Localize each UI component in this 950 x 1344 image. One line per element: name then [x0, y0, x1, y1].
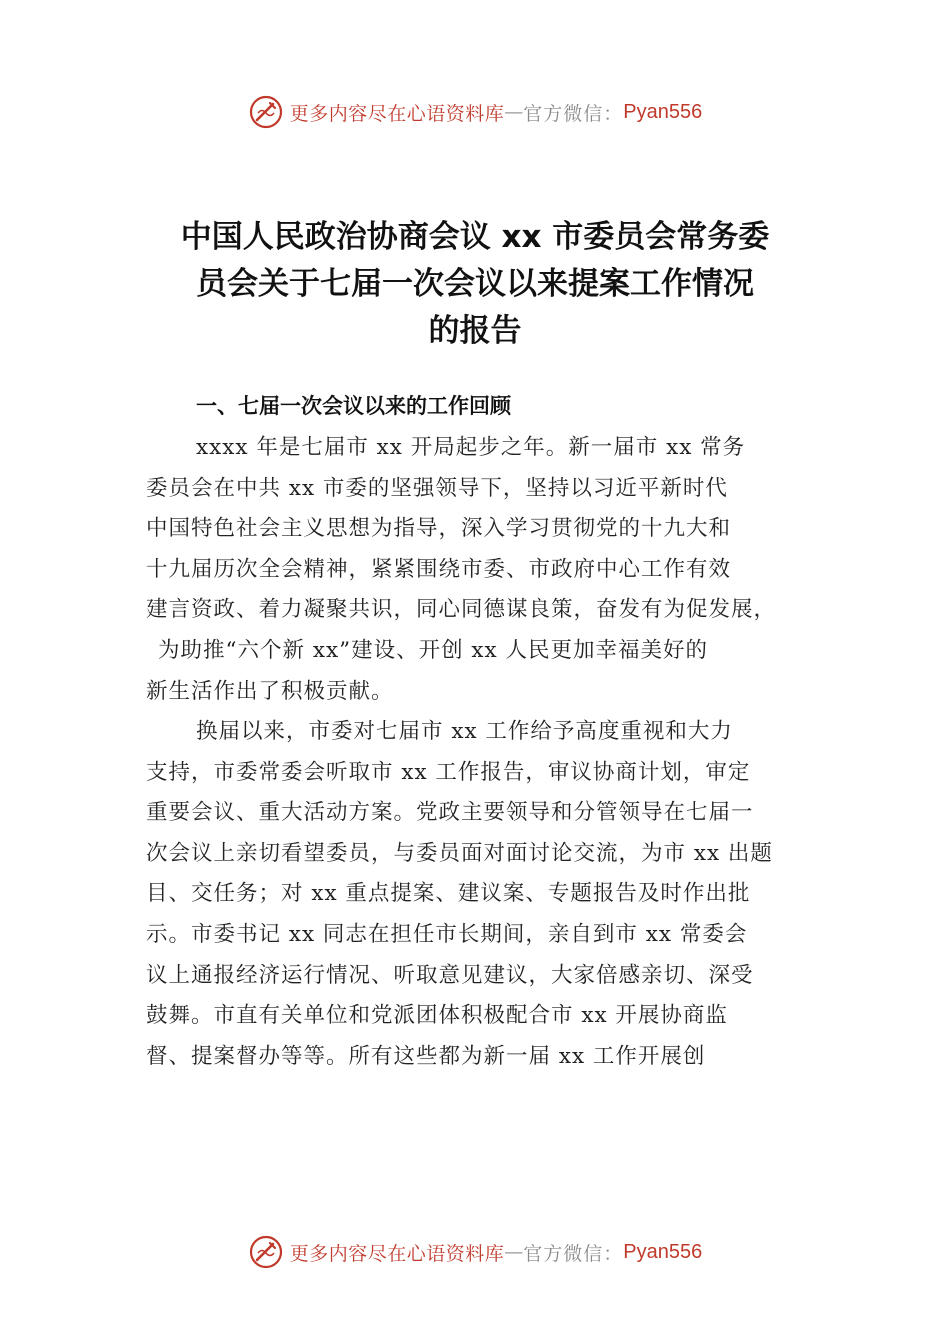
text-line: 为助推“六个新 xx”建设、开创 xx 人民更加幸福美好的 — [158, 637, 708, 663]
banner-wechat-id: Pyan556 — [623, 1240, 703, 1263]
text-line: xxxx 年是七届市 xx 开局起步之年。新一届市 xx 常务 — [196, 435, 746, 460]
footer-banner — [0, 1232, 950, 1272]
text-line: 建言资政、着力凝聚共识，同心同德谋良策，奋发有为促发展， — [146, 597, 777, 623]
banner-wechat-label: 官方微信： — [523, 102, 624, 125]
brand-logo-icon — [248, 94, 284, 130]
banner-wechat-label: 官方微信： — [523, 1242, 624, 1265]
text-line: 委员会在中共 xx 市委的坚强领导下，坚持以习近平新时代 — [146, 475, 728, 501]
paragraph-1 — [146, 428, 806, 712]
text-line: 中国特色社会主义思想为指导，深入学习贯彻党的十九大和 — [146, 516, 732, 542]
text-line: 示。市委书记 xx 同志在担任市长期间，亲自到市 xx 常委会 — [146, 921, 748, 947]
text-line: 换届以来，市委对七届市 xx 工作给予高度重视和大力 — [196, 719, 733, 744]
text-line: 目、交任务；对 xx 重点提案、建议案、专题报告及时作出批 — [146, 881, 751, 907]
title-line: 员会关于七届一次会议以来提案工作情况 — [196, 266, 754, 302]
title-line: 的报告 — [428, 313, 522, 349]
text-line: 鼓舞。市直有关单位和党派团体积极配合市 xx 开展协商监 — [146, 1003, 728, 1029]
text-line: 十九届历次全会精神，紧紧围绕市委、市政府中心工作有效 — [146, 556, 732, 582]
header-banner — [0, 92, 950, 132]
text-line: 支持，市委常委会听取市 xx 工作报告，审议协商计划，审定 — [146, 759, 751, 785]
banner-separator: — — [504, 101, 524, 123]
banner-wechat-id: Pyan556 — [623, 100, 703, 123]
banner-main-text: 更多内容尽在心语资料库 — [289, 102, 505, 125]
text-line: 新生活作出了积极贡献。 — [146, 678, 394, 704]
brand-logo-icon — [248, 1234, 284, 1270]
paragraph-2 — [146, 712, 806, 1077]
banner-main-text: 更多内容尽在心语资料库 — [289, 1242, 505, 1265]
banner-separator: — — [504, 1241, 524, 1263]
text-line: 督、提案督办等等。所有这些都为新一届 xx 工作开展创 — [146, 1043, 706, 1069]
text-line: 次会议上亲切看望委员，与委员面对面讨论交流，为市 xx 出题 — [146, 840, 773, 866]
section-heading: 一、七届一次会议以来的工作回顾 — [196, 394, 511, 418]
document-title — [120, 214, 830, 355]
text-line: 议上通报经济运行情况、听取意见建议，大家倍感亲切、深受 — [146, 962, 754, 988]
text-line: 重要会议、重大活动方案。党政主要领导和分管领导在七届一 — [146, 800, 754, 826]
title-line: 中国人民政治协商会议 xx 市委员会常务委 — [180, 219, 770, 255]
